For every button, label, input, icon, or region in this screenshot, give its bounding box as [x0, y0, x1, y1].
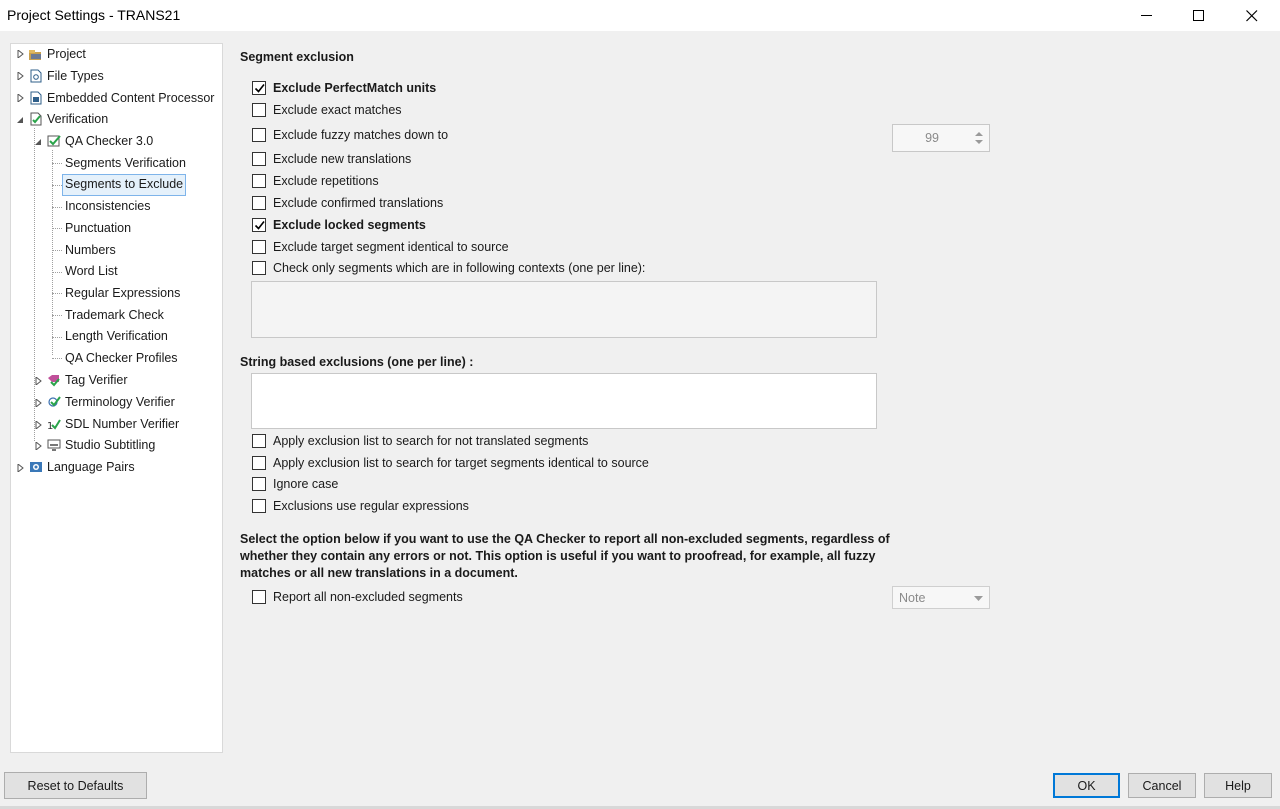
- maximize-button[interactable]: [1173, 0, 1225, 31]
- exclude-locked-segments-option[interactable]: [252, 216, 426, 234]
- tree-item-sdl-number-verifier[interactable]: SDL Number Verifier: [65, 417, 180, 431]
- apply-not-translated-checkbox[interactable]: [252, 434, 266, 448]
- exclude-exact-matches-option[interactable]: [252, 101, 402, 119]
- spinner-arrows-icon[interactable]: [972, 128, 986, 148]
- tree-item-tag-verifier[interactable]: Tag Verifier: [65, 373, 128, 387]
- segment-exclusion-heading: Segment exclusion: [240, 50, 354, 64]
- exclude-new-translations-checkbox[interactable]: [252, 152, 266, 166]
- severity-dropdown[interactable]: [892, 586, 990, 609]
- expand-arrow-icon[interactable]: [17, 50, 25, 58]
- tree-guide-line: [52, 250, 62, 251]
- close-icon: [1246, 10, 1258, 22]
- tree-guide-line: [52, 272, 62, 273]
- check-contexts-label: Check only segments which are in following contexts (one per line):: [273, 261, 646, 275]
- tree-item-trademark-check[interactable]: Trademark Check: [65, 308, 164, 322]
- report-description: Select the option below if you want to use the QA Checker to report all non-excluded segments, regardless of whether they contain any errors or not. This option is useful if you want to proofread, for example, all fuzzy matches or all new translations in a document.: [240, 532, 890, 580]
- tree-item-terminology-verifier[interactable]: Terminology Verifier: [65, 395, 175, 409]
- tree-item-studio-subtitling[interactable]: Studio Subtitling: [65, 438, 156, 452]
- tree-item-numbers[interactable]: Numbers: [65, 243, 116, 257]
- tree-guide-line: [52, 228, 62, 229]
- ignore-case-option[interactable]: [252, 475, 338, 493]
- tree-guide-line: [52, 337, 62, 338]
- fuzzy-threshold-spinner[interactable]: [892, 124, 990, 152]
- apply-identical-target-checkbox[interactable]: [252, 456, 266, 470]
- tree-item-word-list[interactable]: Word List: [65, 264, 118, 278]
- tree-guide-line: [52, 315, 62, 316]
- string-exclusions-textarea[interactable]: [251, 373, 877, 429]
- tree-item-verification[interactable]: Verification: [47, 112, 109, 126]
- exclude-confirmed-translations-checkbox[interactable]: [252, 196, 266, 210]
- exclude-confirmed-translations-label: Exclude confirmed translations: [273, 196, 444, 210]
- contexts-textarea[interactable]: [251, 281, 877, 338]
- exclude-locked-segments-checkbox[interactable]: [252, 218, 266, 232]
- minimize-button[interactable]: [1121, 0, 1173, 31]
- exclude-fuzzy-matches-checkbox[interactable]: [252, 128, 266, 142]
- regex-exclusions-option[interactable]: [252, 497, 469, 515]
- exclude-perfectmatch-checkbox[interactable]: [252, 81, 266, 95]
- tree-item-qa-checker-profiles[interactable]: QA Checker Profiles: [65, 351, 178, 365]
- window-title: Project Settings - TRANS21: [7, 7, 181, 23]
- tree-guide-line: [52, 163, 62, 164]
- title-bar: [0, 0, 1280, 31]
- ok-button[interactable]: OK: [1053, 773, 1120, 798]
- exclude-perfectmatch-label: Exclude PerfectMatch units: [273, 81, 437, 95]
- tree-item-segments-verification[interactable]: Segments Verification: [65, 156, 186, 170]
- ignore-case-label: Ignore case: [273, 477, 339, 491]
- tree-guide-line: [34, 128, 35, 441]
- checkmark-icon: [254, 220, 265, 231]
- tree-guide-line: [52, 293, 62, 294]
- tree-item-inconsistencies[interactable]: Inconsistencies: [65, 199, 151, 213]
- tree-item-regular-expressions[interactable]: Regular Expressions: [65, 286, 181, 300]
- expand-arrow-icon[interactable]: [17, 72, 25, 80]
- tree-guide-line: [52, 150, 53, 355]
- report-all-option[interactable]: [252, 588, 463, 606]
- tree-item-segments-to-exclude[interactable]: Segments to Exclude: [62, 174, 186, 196]
- project-icon: [28, 48, 42, 62]
- exclude-fuzzy-matches-option[interactable]: [252, 126, 448, 144]
- apply-identical-target-label: Apply exclusion list to search for target segments identical to source: [273, 456, 649, 470]
- language-pairs-icon: [29, 460, 43, 474]
- embedded-content-icon: [29, 91, 43, 105]
- tree-guide-line: [52, 185, 62, 186]
- exclude-new-translations-option[interactable]: [252, 150, 411, 168]
- expand-arrow-icon[interactable]: [17, 94, 25, 102]
- regex-exclusions-checkbox[interactable]: [252, 499, 266, 513]
- exclude-repetitions-label: Exclude repetitions: [273, 174, 379, 188]
- tree-item-project[interactable]: Project: [47, 47, 86, 61]
- tree-item-language-pairs[interactable]: Language Pairs: [47, 460, 135, 474]
- close-button[interactable]: [1226, 0, 1278, 31]
- qa-checker-icon: [47, 134, 61, 148]
- exclude-new-translations-label: Exclude new translations: [273, 152, 412, 166]
- subtitling-icon: [47, 438, 61, 452]
- svg-text:1: 1: [47, 421, 54, 431]
- exclude-locked-segments-label: Exclude locked segments: [273, 218, 426, 232]
- exclude-repetitions-option[interactable]: [252, 172, 379, 190]
- chevron-down-icon: [974, 596, 983, 601]
- tree-guide-line: [52, 358, 62, 359]
- tag-verifier-icon: [47, 373, 61, 387]
- verification-icon: [29, 112, 43, 126]
- report-all-label: Report all non-excluded segments: [273, 590, 463, 604]
- maximize-icon: [1193, 10, 1205, 22]
- settings-tree: [10, 43, 223, 753]
- expand-arrow-icon[interactable]: [17, 464, 25, 472]
- exclude-exact-matches-label: Exclude exact matches: [273, 103, 402, 117]
- tree-item-file-types[interactable]: File Types: [47, 69, 104, 83]
- check-contexts-option[interactable]: [252, 259, 645, 277]
- collapse-arrow-icon[interactable]: [16, 116, 24, 124]
- ignore-case-checkbox[interactable]: [252, 477, 266, 491]
- tree-item-qa-checker[interactable]: QA Checker 3.0: [65, 134, 154, 148]
- apply-not-translated-option[interactable]: [252, 432, 588, 450]
- help-button[interactable]: Help: [1204, 773, 1272, 798]
- exclude-identical-target-checkbox[interactable]: [252, 240, 266, 254]
- exclude-fuzzy-matches-label: Exclude fuzzy matches down to: [273, 128, 449, 142]
- exclude-identical-target-label: Exclude target segment identical to source: [273, 240, 509, 254]
- check-contexts-checkbox[interactable]: [252, 261, 266, 275]
- expand-arrow-icon[interactable]: [35, 399, 43, 407]
- number-verifier-icon: [47, 417, 61, 431]
- tree-item-embedded-content-processor[interactable]: Embedded Content Processor: [47, 91, 215, 105]
- report-all-checkbox[interactable]: [252, 590, 266, 604]
- expand-arrow-icon[interactable]: [35, 377, 43, 385]
- expand-arrow-icon[interactable]: [35, 442, 43, 450]
- expand-arrow-icon[interactable]: [35, 421, 43, 429]
- exclude-identical-target-option[interactable]: [252, 238, 509, 256]
- exclude-repetitions-checkbox[interactable]: [252, 174, 266, 188]
- fuzzy-threshold-value: 99: [925, 131, 939, 145]
- reset-to-defaults-button[interactable]: Reset to Defaults: [4, 772, 147, 799]
- apply-identical-target-option[interactable]: [252, 454, 649, 472]
- tree-item-punctuation[interactable]: Punctuation: [65, 221, 132, 235]
- regex-exclusions-label: Exclusions use regular expressions: [273, 499, 469, 513]
- collapse-arrow-icon[interactable]: [34, 138, 42, 146]
- checkmark-icon: [254, 83, 265, 94]
- minimize-icon: [1141, 15, 1153, 17]
- terminology-verifier-icon: [47, 395, 61, 409]
- exclude-confirmed-translations-option[interactable]: [252, 194, 443, 212]
- tree-item-length-verification[interactable]: Length Verification: [65, 329, 168, 343]
- severity-value: Note: [899, 591, 926, 605]
- cancel-button[interactable]: Cancel: [1128, 773, 1196, 798]
- exclude-perfectmatch-option[interactable]: [252, 79, 436, 97]
- file-types-icon: [29, 69, 43, 83]
- apply-not-translated-label: Apply exclusion list to search for not translated segments: [273, 434, 589, 448]
- string-exclusions-heading: String based exclusions (one per line) :: [240, 355, 474, 369]
- exclude-exact-matches-checkbox[interactable]: [252, 103, 266, 117]
- tree-guide-line: [52, 207, 62, 208]
